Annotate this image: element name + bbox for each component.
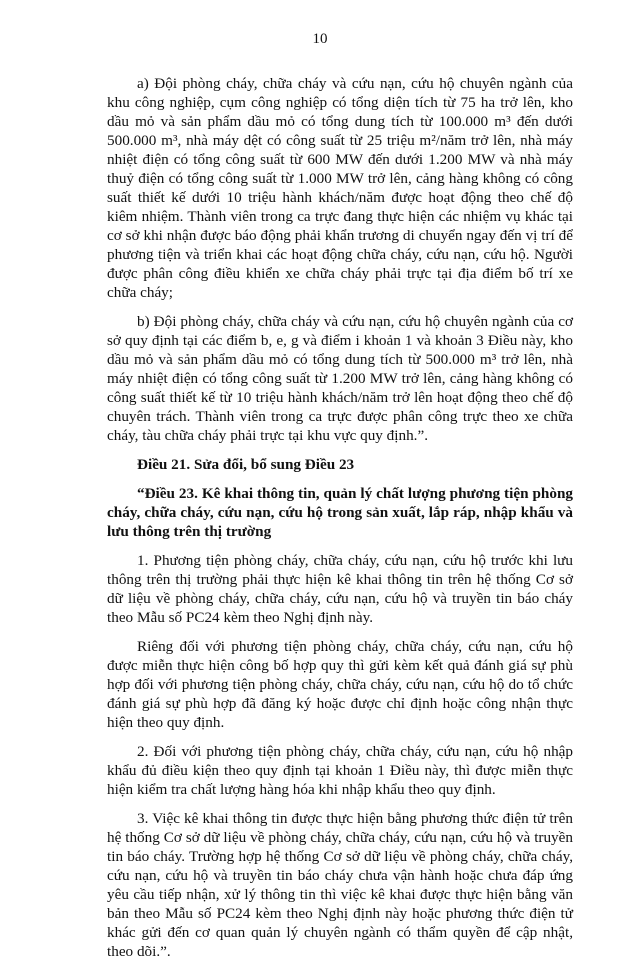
clause-1-exception: Riêng đối với phương tiện phòng cháy, chữa cháy, cứu nạn, cứu hộ được miễn thực hiện công bố hợp quy thì gửi kèm kết quả đánh giá sự phù hợp đối với phương tiện phòng cháy, chữa cháy, cứu nạn, cứu hộ do tổ chức đánh giá sự phù hợp đã đăng ký hoặc được chỉ định hoặc công nhận thực hiện theo quy định.: [107, 638, 573, 731]
paragraph-doi-chuyen-trach: b) Đội phòng cháy, chữa cháy và cứu nạn, cứu hộ chuyên ngành của cơ sở quy định tại các điểm b, e, g và điểm i khoản 1 và khoản 3 Điều này, kho dầu mỏ và sản phẩm dầu mỏ có tổng dung tích từ 500.000 m³ trở lên, nhà máy nhiệt điện có tổng công suất từ 1.200 MW trở lên, cảng hàng không có công suất thiết kế từ 10 triệu hành khách/năm trở lên hoạt động theo chế độ chuyên trách. Thành viên trong ca trực được phân công trực theo xe chữa cháy, tàu chữa cháy phải trực tại khu vực quy định.”.: [107, 313, 573, 444]
document-body: [107, 74, 573, 971]
article-21-heading: Điều 21. Sửa đổi, bổ sung Điều 23: [137, 456, 355, 473]
clause-3: 3. Việc kê khai thông tin được thực hiện bằng phương thức điện tử trên hệ thống Cơ sở dữ liệu về phòng cháy, chữa cháy, cứu nạn, cứu hộ và truyền tin báo cháy. Trường hợp hệ thống Cơ sở dữ liệu về phòng cháy, chữa cháy, cứu nạn, cứu hộ và truyền tin báo cháy chưa vận hành hoặc chưa đáp ứng yêu cầu tiếp nhận, xử lý thông tin thì việc kê khai được thực hiện bằng văn bản theo Mẫu số PC24 kèm theo Nghị định này hoặc phương thức điện tử khác gửi đến cơ quan quản lý chuyên ngành có thẩm quyền để cập nhật, theo dõi.”.: [107, 810, 573, 960]
clause-2: 2. Đối với phương tiện phòng cháy, chữa cháy, cứu nạn, cứu hộ nhập khẩu đủ điều kiện theo quy định tại khoản 1 Điều này, thì được miễn thực hiện kiểm tra chất lượng hàng hóa khi nhập khẩu theo quy định.: [107, 743, 573, 798]
page-number: 10: [312, 31, 328, 47]
article-23-heading: “Điều 23. Kê khai thông tin, quản lý chất lượng phương tiện phòng cháy, chữa cháy, cứu nạn, cứu hộ trong sản xuất, lắp ráp, nhập khẩu và lưu thông trên thị trường: [107, 485, 573, 540]
clause-1: 1. Phương tiện phòng cháy, chữa cháy, cứu nạn, cứu hộ trước khi lưu thông trên thị trường phải thực hiện kê khai thông tin trên hệ thống Cơ sở dữ liệu về phòng cháy, chữa cháy, cứu nạn, cứu hộ và truyền tin báo cháy theo Mẫu số PC24 kèm theo Nghị định này.: [107, 552, 573, 626]
paragraph-doi-kiem-nhiem: a) Đội phòng cháy, chữa cháy và cứu nạn, cứu hộ chuyên ngành của khu công nghiệp, cụm công nghiệp có tổng diện tích từ 75 ha trở lên, kho dầu mỏ và sản phẩm dầu mỏ có tổng dung tích từ 100.000 m³ đến dưới 500.000 m³, nhà máy dệt có công suất từ 25 triệu m²/năm trở lên, nhà máy nhiệt điện có tổng công suất từ 600 MW đến dưới 1.200 MW và nhà máy thuỷ điện có tổng công suất từ 1.000 MW trở lên, cảng hàng không có công suất thiết kế dưới 10 triệu hành khách/năm được hoạt động theo chế độ kiêm nhiệm. Thành viên trong ca trực đang thực hiện các nhiệm vụ khác tại cơ sở khi nhận được báo động phải khẩn trương di chuyển ngay đến vị trí để phương tiện và triển khai các hoạt động chữa cháy, cứu nạn, cứu hộ. Người được phân công điều khiển xe chữa cháy phải trực tại địa điểm bố trí xe chữa cháy;: [107, 75, 573, 301]
